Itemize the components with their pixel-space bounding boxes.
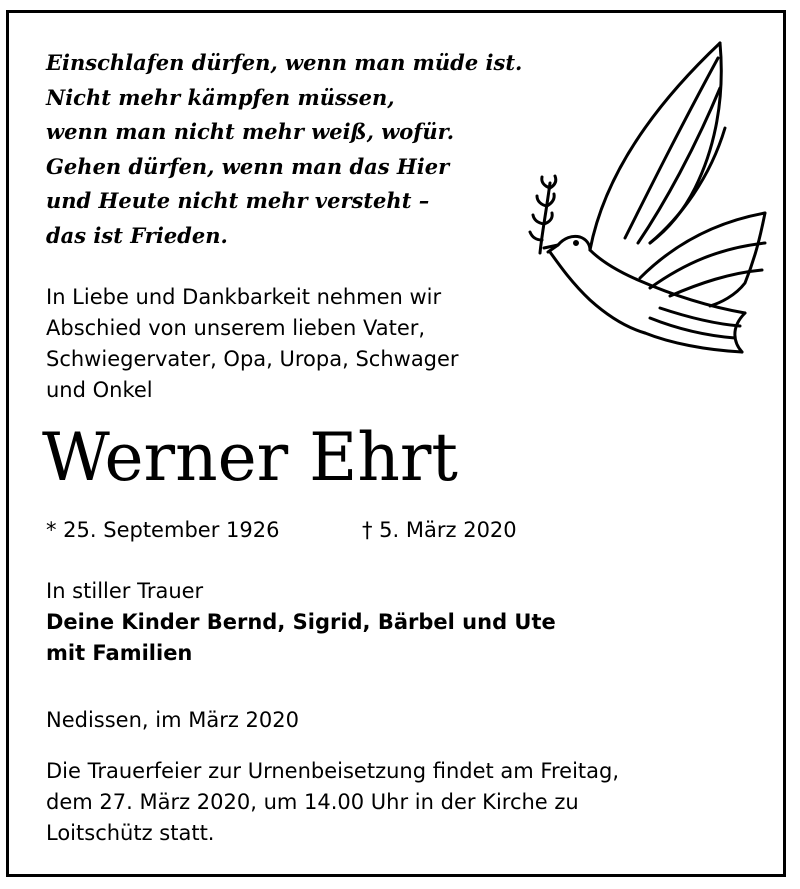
poem-line: das ist Frieden. [46, 222, 228, 248]
intro-text [46, 282, 566, 406]
poem-line: wenn man nicht mehr weiß, wofür. [46, 119, 455, 144]
birth-date: * 25. September 1926 [46, 518, 280, 542]
intro-line: und Onkel [46, 378, 153, 402]
funeral-info [46, 756, 766, 849]
death-date: † 5. März 2020 [362, 518, 517, 542]
poem-line: Nicht mehr kämpfen müssen, [46, 84, 395, 110]
mourners [46, 576, 746, 669]
poem-line: Einschlafen dürfen, wenn man müde ist. [46, 50, 523, 75]
funeral-line: Loitschütz statt. [46, 821, 215, 845]
deceased-name: Werner Ehrt [42, 419, 458, 496]
mourners-families: mit Familien [46, 641, 193, 665]
funeral-line: Die Trauerfeier zur Urnenbeisetzung findet am Freitag, [46, 759, 620, 783]
place-date: Nedissen, im März 2020 [46, 708, 299, 732]
funeral-line: dem 27. März 2020, um 14.00 Uhr in der Kirche zu [46, 790, 579, 814]
poem-line: Gehen dürfen, wenn man das Hier [46, 153, 450, 179]
poem-line: und Heute nicht mehr versteht – [46, 188, 430, 213]
intro-line: In Liebe und Dankbarkeit nehmen wir [46, 285, 442, 309]
intro-line: Schwiegervater, Opa, Uropa, Schwager [46, 347, 459, 371]
poem [46, 46, 566, 253]
mourners-names: Deine Kinder Bernd, Sigrid, Bärbel und Ute [46, 610, 556, 634]
intro-line: Abschied von unserem lieben Vater, [46, 316, 426, 340]
mourners-heading: In stiller Trauer [46, 579, 204, 603]
